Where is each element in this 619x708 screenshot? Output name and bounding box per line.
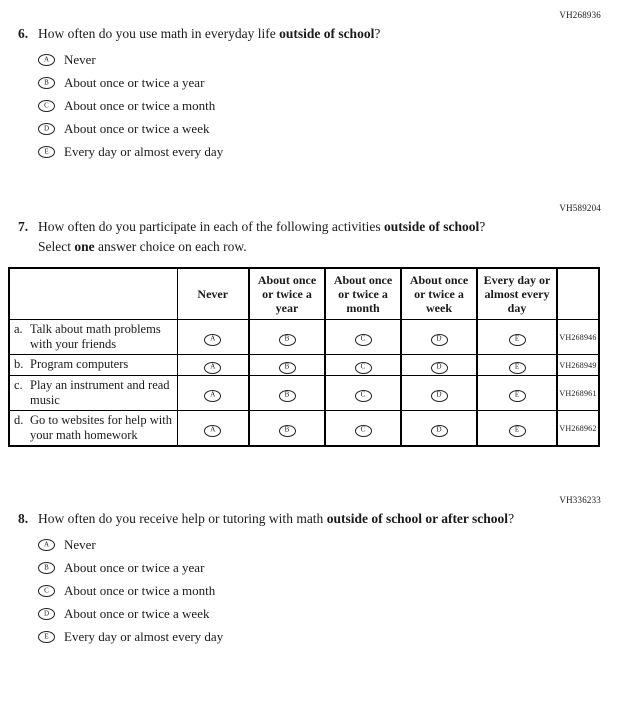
answer-cell[interactable] bbox=[249, 320, 325, 355]
row-label: Program computers bbox=[30, 357, 129, 371]
bubble-letter: A bbox=[210, 390, 216, 399]
radio-bubble[interactable] bbox=[355, 362, 372, 374]
q8-prompt bbox=[38, 509, 514, 529]
answer-cell[interactable] bbox=[401, 411, 477, 447]
radio-bubble[interactable] bbox=[38, 539, 55, 551]
radio-bubble[interactable] bbox=[38, 585, 55, 597]
col-header-month: About once or twice a month bbox=[325, 268, 401, 320]
q8-option-month[interactable] bbox=[38, 584, 619, 598]
row-label: Talk about math problems with your friends bbox=[30, 322, 161, 351]
col-header-week: About once or twice a week bbox=[401, 268, 477, 320]
radio-bubble[interactable] bbox=[204, 425, 221, 437]
answer-cell[interactable] bbox=[249, 411, 325, 447]
answer-cell[interactable] bbox=[177, 376, 249, 411]
q6-prompt-plain1: How often do you use math in everyday life bbox=[38, 26, 280, 41]
bubble-letter: B bbox=[284, 425, 290, 434]
q8-prompt-bold: outside of school or after school bbox=[326, 511, 509, 526]
bubble-letter: C bbox=[360, 362, 366, 371]
row-label: Go to websites for help with your math homework bbox=[30, 413, 172, 442]
option-label: Never bbox=[64, 537, 96, 552]
q8-option-week[interactable] bbox=[38, 607, 619, 621]
q6-option-year[interactable] bbox=[38, 76, 619, 90]
option-label: About once or twice a month bbox=[64, 583, 216, 598]
radio-bubble[interactable] bbox=[279, 334, 296, 346]
answer-cell[interactable] bbox=[401, 355, 477, 376]
bubble-letter: D bbox=[436, 390, 442, 399]
bubble-letter: D bbox=[436, 425, 442, 434]
answer-cell[interactable] bbox=[477, 355, 557, 376]
radio-bubble[interactable] bbox=[279, 425, 296, 437]
radio-bubble[interactable] bbox=[509, 362, 526, 374]
row-label: Play an instrument and read music bbox=[30, 378, 170, 407]
answer-cell[interactable] bbox=[249, 376, 325, 411]
col-header-year: About once or twice a year bbox=[249, 268, 325, 320]
row-letter: c. bbox=[14, 378, 23, 392]
q7-item-code: VH589204 bbox=[559, 203, 601, 213]
option-label: Every day or almost every day bbox=[64, 144, 224, 159]
radio-bubble[interactable] bbox=[38, 146, 55, 158]
q6-option-everyday[interactable] bbox=[38, 145, 619, 159]
q7-question bbox=[18, 217, 619, 257]
answer-cell[interactable] bbox=[177, 355, 249, 376]
radio-bubble[interactable] bbox=[355, 425, 372, 437]
answer-cell[interactable] bbox=[401, 376, 477, 411]
q6-prompt-bold: outside of school bbox=[279, 26, 375, 41]
row-stem bbox=[9, 355, 177, 376]
bubble-letter: B bbox=[284, 390, 290, 399]
option-label: About once or twice a month bbox=[64, 98, 216, 113]
bubble-letter: C bbox=[360, 334, 366, 343]
row-item-code: VH268949 bbox=[557, 355, 599, 376]
grid-row-b bbox=[9, 355, 599, 376]
radio-bubble[interactable] bbox=[431, 425, 448, 437]
answer-cell[interactable] bbox=[477, 320, 557, 355]
radio-bubble[interactable] bbox=[38, 54, 55, 66]
row-letter: d. bbox=[14, 413, 24, 427]
bubble-letter: E bbox=[44, 632, 49, 640]
row-item-code: VH268962 bbox=[557, 411, 599, 447]
bubble-letter: A bbox=[210, 425, 216, 434]
answer-cell[interactable] bbox=[477, 376, 557, 411]
q8-option-year[interactable] bbox=[38, 561, 619, 575]
q8-item-code: VH336233 bbox=[559, 495, 601, 505]
q6-option-month[interactable] bbox=[38, 99, 619, 113]
answer-cell[interactable] bbox=[325, 411, 401, 447]
q8-number: 8. bbox=[18, 511, 29, 526]
q6-options bbox=[38, 53, 619, 159]
radio-bubble[interactable] bbox=[38, 608, 55, 620]
radio-bubble[interactable] bbox=[509, 390, 526, 402]
radio-bubble[interactable] bbox=[509, 334, 526, 346]
grid-corner-cell bbox=[9, 268, 177, 320]
bubble-letter: C bbox=[44, 101, 49, 109]
answer-cell[interactable] bbox=[325, 320, 401, 355]
bubble-letter: A bbox=[210, 334, 216, 343]
q8-prompt-plain2: ? bbox=[508, 511, 515, 526]
q8-option-never[interactable] bbox=[38, 538, 619, 552]
bubble-letter: B bbox=[44, 78, 49, 86]
answer-cell[interactable] bbox=[249, 355, 325, 376]
radio-bubble[interactable] bbox=[38, 631, 55, 643]
row-item-code: VH268961 bbox=[557, 376, 599, 411]
row-letter: b. bbox=[14, 357, 24, 371]
q8-question bbox=[18, 509, 619, 529]
radio-bubble[interactable] bbox=[279, 390, 296, 402]
radio-bubble[interactable] bbox=[509, 425, 526, 437]
radio-bubble[interactable] bbox=[38, 77, 55, 89]
q8-option-everyday[interactable] bbox=[38, 630, 619, 644]
grid-code-header bbox=[557, 268, 599, 320]
grid-row-a bbox=[9, 320, 599, 355]
radio-bubble[interactable] bbox=[204, 362, 221, 374]
bubble-letter: C bbox=[360, 390, 366, 399]
q7-prompt-plain2: ? Select bbox=[38, 219, 486, 254]
option-label: About once or twice a year bbox=[64, 560, 205, 575]
bubble-letter: E bbox=[514, 334, 520, 343]
q7-prompt-plain3: answer choice on each row. bbox=[94, 239, 247, 254]
bubble-letter: E bbox=[514, 425, 520, 434]
q6-prompt bbox=[38, 24, 380, 44]
bubble-letter: D bbox=[436, 334, 442, 343]
col-header-never: Never bbox=[177, 268, 249, 320]
row-item-code: VH268946 bbox=[557, 320, 599, 355]
col-header-everyday: Every day or almost every day bbox=[477, 268, 557, 320]
q8-options bbox=[38, 538, 619, 644]
answer-cell[interactable] bbox=[401, 320, 477, 355]
bubble-letter: A bbox=[210, 362, 216, 371]
option-label: Never bbox=[64, 52, 96, 67]
grid-row-d bbox=[9, 411, 599, 447]
bubble-letter: C bbox=[360, 425, 366, 434]
q7-prompt-bold1: outside of school bbox=[384, 219, 480, 234]
q7-prompt bbox=[38, 217, 508, 257]
q6-item-code: VH268936 bbox=[559, 10, 601, 20]
bubble-letter: E bbox=[514, 362, 520, 371]
bubble-letter: D bbox=[43, 124, 50, 132]
q7-prompt-bold2: one bbox=[74, 239, 95, 254]
bubble-letter: A bbox=[43, 55, 50, 63]
radio-bubble[interactable] bbox=[38, 562, 55, 574]
option-label: Every day or almost every day bbox=[64, 629, 224, 644]
q6-option-never[interactable] bbox=[38, 53, 619, 67]
radio-bubble[interactable] bbox=[38, 100, 55, 112]
q7-answer-grid bbox=[8, 267, 600, 447]
bubble-letter: D bbox=[436, 362, 442, 371]
radio-bubble[interactable] bbox=[431, 334, 448, 346]
radio-bubble[interactable] bbox=[204, 390, 221, 402]
answer-cell[interactable] bbox=[477, 411, 557, 447]
row-stem bbox=[9, 320, 177, 355]
q8-prompt-plain1: How often do you receive help or tutoring with math bbox=[38, 511, 327, 526]
radio-bubble[interactable] bbox=[431, 362, 448, 374]
radio-bubble[interactable] bbox=[355, 334, 372, 346]
q7-prompt-plain1: How often do you participate in each of the following activities bbox=[38, 219, 385, 234]
bubble-letter: E bbox=[44, 147, 49, 155]
radio-bubble[interactable] bbox=[38, 123, 55, 135]
radio-bubble[interactable] bbox=[204, 334, 221, 346]
bubble-letter: C bbox=[44, 586, 49, 594]
bubble-letter: E bbox=[514, 390, 520, 399]
bubble-letter: A bbox=[43, 540, 50, 548]
answer-cell[interactable] bbox=[325, 355, 401, 376]
option-label: About once or twice a week bbox=[64, 121, 210, 136]
answer-cell[interactable] bbox=[177, 320, 249, 355]
option-label: About once or twice a year bbox=[64, 75, 205, 90]
row-letter: a. bbox=[14, 322, 23, 336]
q6-number: 6. bbox=[18, 26, 29, 41]
bubble-letter: B bbox=[284, 362, 290, 371]
bubble-letter: D bbox=[43, 609, 50, 617]
radio-bubble[interactable] bbox=[279, 362, 296, 374]
grid-header-row bbox=[9, 268, 599, 320]
answer-cell[interactable] bbox=[325, 376, 401, 411]
row-stem bbox=[9, 376, 177, 411]
q6-prompt-plain2: ? bbox=[374, 26, 381, 41]
q6-question bbox=[18, 24, 619, 44]
radio-bubble[interactable] bbox=[355, 390, 372, 402]
bubble-letter: B bbox=[44, 563, 49, 571]
q7-number: 7. bbox=[18, 219, 29, 234]
answer-cell[interactable] bbox=[177, 411, 249, 447]
row-stem bbox=[9, 411, 177, 447]
bubble-letter: B bbox=[284, 334, 290, 343]
option-label: About once or twice a week bbox=[64, 606, 210, 621]
grid-row-c bbox=[9, 376, 599, 411]
radio-bubble[interactable] bbox=[431, 390, 448, 402]
q6-option-week[interactable] bbox=[38, 122, 619, 136]
